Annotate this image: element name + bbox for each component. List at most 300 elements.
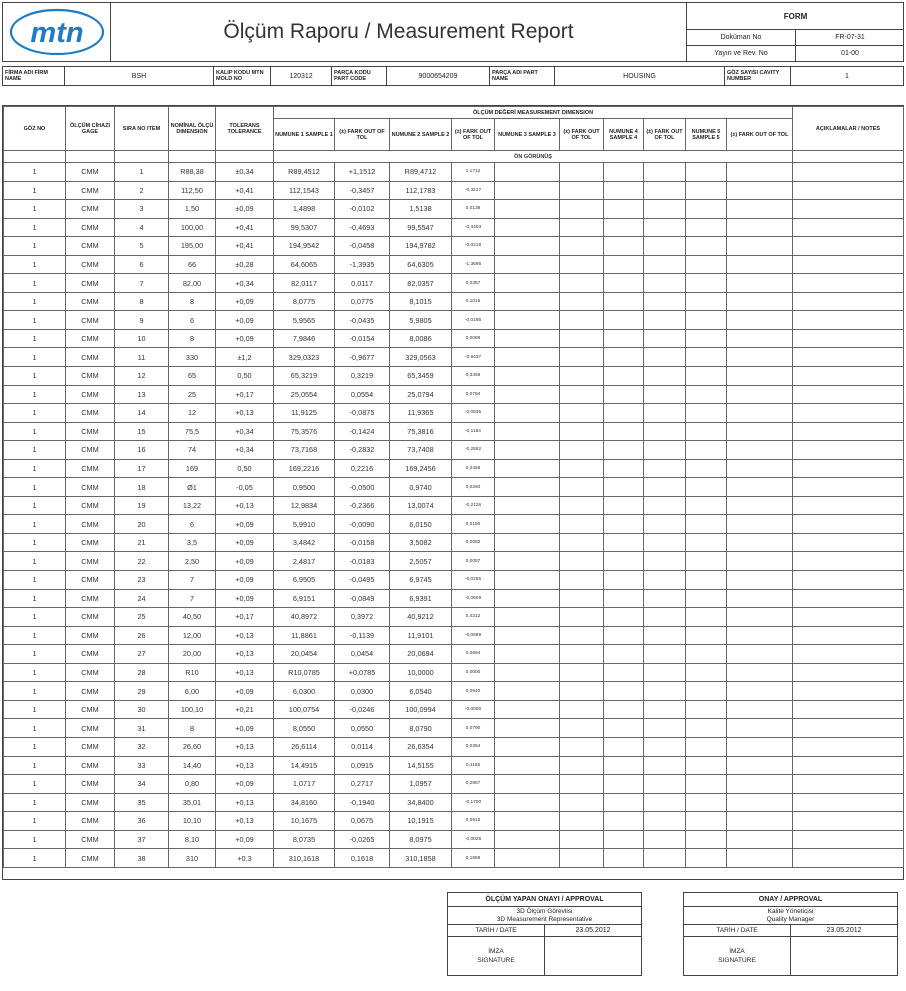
cell-tolerance: ±0,34	[216, 163, 274, 182]
cell-empty	[495, 459, 560, 478]
cell-item: 23	[115, 571, 169, 590]
cell-gauge: CMM	[66, 348, 115, 367]
cell-empty	[686, 719, 727, 738]
cell-gauge: CMM	[66, 737, 115, 756]
cell-goz-no: 1	[4, 404, 66, 423]
cell-empty	[644, 218, 686, 237]
cell-nominal: 6	[169, 515, 216, 534]
cell-sample-2: 6,0540	[390, 682, 452, 701]
cell-empty	[686, 181, 727, 200]
cell-sample-1: 6,0300	[274, 682, 335, 701]
cell-nominal: 66	[169, 255, 216, 274]
cell-gauge: CMM	[66, 255, 115, 274]
cell-nominal: 2,50	[169, 552, 216, 571]
table-row	[4, 849, 904, 868]
cell-empty	[644, 849, 686, 868]
cell-diff-2: 0,0354	[452, 737, 495, 756]
cell-gauge: CMM	[66, 496, 115, 515]
cell-sample-1: 194,9542	[274, 237, 335, 256]
cell-sample-2: 65,3459	[390, 367, 452, 386]
cell-empty	[686, 756, 727, 775]
cell-empty	[727, 608, 793, 627]
cell-empty	[560, 218, 604, 237]
cell-empty	[495, 496, 560, 515]
cell-empty	[686, 311, 727, 330]
cell-gauge: CMM	[66, 311, 115, 330]
cell-empty	[644, 404, 686, 423]
cell-empty	[495, 367, 560, 386]
cell-sample-2: 194,9782	[390, 237, 452, 256]
cell-empty	[727, 830, 793, 849]
cell-empty	[686, 404, 727, 423]
cell-sample-2: 99,5547	[390, 218, 452, 237]
cell-diff-2: -0,4453	[452, 218, 495, 237]
approval-right-sign-en: SIGNATURE	[718, 957, 756, 964]
cell-goz-no: 1	[4, 274, 66, 293]
cell-nominal: 8	[169, 719, 216, 738]
cell-tolerance: +0,09	[216, 552, 274, 571]
cell-item: 18	[115, 478, 169, 497]
cell-diff-2: -0,3217	[452, 181, 495, 200]
cell-nominal: 82,00	[169, 274, 216, 293]
cell-tolerance: +0,13	[216, 793, 274, 812]
cell-goz-no: 1	[4, 849, 66, 868]
cell-notes	[793, 200, 904, 219]
cell-empty	[604, 552, 644, 571]
cell-sample-2: 75,3816	[390, 422, 452, 441]
cell-sample-2: 112,1783	[390, 181, 452, 200]
section-row	[4, 151, 904, 163]
cell-empty	[644, 274, 686, 293]
table-row	[4, 404, 904, 423]
cell-item: 13	[115, 385, 169, 404]
cell-empty	[727, 181, 793, 200]
firm-label: FİRMA ADI FİRM NAME	[3, 67, 65, 85]
cell-sample-1: 11,8861	[274, 626, 335, 645]
cell-empty	[644, 292, 686, 311]
cell-empty	[686, 367, 727, 386]
cell-empty	[560, 367, 604, 386]
cell-empty	[604, 645, 644, 664]
cell-empty	[604, 237, 644, 256]
cell-sample-1: 20,0454	[274, 645, 335, 664]
table-row	[4, 645, 904, 664]
cell-empty	[604, 292, 644, 311]
cell-gauge: CMM	[66, 478, 115, 497]
mtn-logo-icon	[8, 6, 106, 58]
cell-nominal: 8,10	[169, 830, 216, 849]
cell-goz-no: 1	[4, 812, 66, 831]
cell-notes	[793, 626, 904, 645]
cell-tolerance: ±0,09	[216, 200, 274, 219]
table-row	[4, 422, 904, 441]
cell-empty	[686, 329, 727, 348]
cell-sample-2: R89,4712	[390, 163, 452, 182]
cell-diff-1: -0,0875	[335, 404, 390, 423]
cell-sample-1: 5,9910	[274, 515, 335, 534]
cell-empty	[727, 737, 793, 756]
cell-sample-2: 25,0794	[390, 385, 452, 404]
col-gauge: ÖLÇÜM CİHAZI GAGE	[66, 107, 115, 151]
col-sample-4: NUMUNE 4 SAMPLE 4	[604, 119, 644, 151]
cell-diff-1: 0,3219	[335, 367, 390, 386]
cell-notes	[793, 385, 904, 404]
cell-empty	[604, 812, 644, 831]
cell-empty	[560, 385, 604, 404]
cell-empty	[560, 682, 604, 701]
cell-diff-1: 0,0114	[335, 737, 390, 756]
cell-sample-2: 73,7408	[390, 441, 452, 460]
col-diff-5: (±) FARK OUT OF TOL	[727, 119, 793, 151]
table-row	[4, 292, 904, 311]
cell-item: 26	[115, 626, 169, 645]
cell-gauge: CMM	[66, 385, 115, 404]
cell-sample-1: 12,9834	[274, 496, 335, 515]
cell-diff-2: 0,0260	[452, 478, 495, 497]
col-sample-3: NUMUNE 3 SAMPLE 3	[495, 119, 560, 151]
cell-diff-2: 1,1712	[452, 163, 495, 182]
cell-empty	[727, 441, 793, 460]
cell-sample-1: R89,4512	[274, 163, 335, 182]
cell-diff-2: 0,0082	[452, 533, 495, 552]
cell-notes	[793, 608, 904, 627]
part-info-row	[2, 66, 904, 86]
cell-diff-1: -0,9677	[335, 348, 390, 367]
cell-empty	[644, 441, 686, 460]
part-name-value: HOUSING	[555, 67, 725, 85]
cell-sample-2: 13,0074	[390, 496, 452, 515]
col-diff-4: (±) FARK OUT OF TOL	[644, 119, 686, 151]
cell-sample-1: 329,0323	[274, 348, 335, 367]
cell-empty	[686, 589, 727, 608]
cell-goz-no: 1	[4, 422, 66, 441]
cell-nominal: R10	[169, 663, 216, 682]
cell-sample-2: 329,0563	[390, 348, 452, 367]
cell-nominal: 6	[169, 311, 216, 330]
cell-diff-1: -0,4693	[335, 218, 390, 237]
cell-tolerance: +0.3	[216, 849, 274, 868]
cell-tolerance: +0,34	[216, 422, 274, 441]
report-header	[2, 2, 904, 62]
cell-empty	[560, 589, 604, 608]
cell-empty	[727, 775, 793, 794]
cell-gauge: CMM	[66, 237, 115, 256]
cell-empty	[727, 663, 793, 682]
table-row	[4, 385, 904, 404]
table-row	[4, 515, 904, 534]
approval-right	[683, 892, 898, 976]
cell-empty	[560, 441, 604, 460]
approval-left-signature-label	[448, 937, 545, 975]
cell-empty	[495, 719, 560, 738]
cell-diff-2: -0,0635	[452, 404, 495, 423]
cell-empty	[644, 608, 686, 627]
cell-notes	[793, 441, 904, 460]
cell-sample-2: 8,1015	[390, 292, 452, 311]
cell-sample-1: 6,9151	[274, 589, 335, 608]
cell-tolerance: +0,13	[216, 496, 274, 515]
cell-item: 22	[115, 552, 169, 571]
cell-goz-no: 1	[4, 775, 66, 794]
cell-gauge: CMM	[66, 459, 115, 478]
cell-notes	[793, 849, 904, 868]
cell-diff-1: -0,3457	[335, 181, 390, 200]
cell-item: 36	[115, 812, 169, 831]
cell-diff-1: -0,0435	[335, 311, 390, 330]
cell-gauge: CMM	[66, 163, 115, 182]
approval-left-signature-field[interactable]	[545, 937, 641, 975]
cell-empty	[727, 793, 793, 812]
table-row	[4, 812, 904, 831]
cell-empty	[727, 496, 793, 515]
cell-notes	[793, 218, 904, 237]
approval-left-date: 23.05.2012	[545, 925, 641, 937]
cell-sample-1: 26,6114	[274, 737, 335, 756]
cell-gauge: CMM	[66, 274, 115, 293]
approval-right-signature-field[interactable]	[791, 937, 897, 975]
cell-nominal: 20,00	[169, 645, 216, 664]
cell-nominal: 6,00	[169, 682, 216, 701]
cell-tolerance: +0,09	[216, 311, 274, 330]
cavity-value: 1	[845, 72, 849, 80]
cell-notes	[793, 663, 904, 682]
cell-diff-2: 0,0150	[452, 515, 495, 534]
cell-empty	[727, 311, 793, 330]
cell-empty	[644, 830, 686, 849]
cell-sample-2: 10,0000	[390, 663, 452, 682]
cell-empty	[560, 533, 604, 552]
cell-empty	[560, 515, 604, 534]
cell-goz-no: 1	[4, 793, 66, 812]
cell-empty	[644, 589, 686, 608]
cell-gauge: CMM	[66, 700, 115, 719]
table-row	[4, 496, 904, 515]
cell-empty	[686, 348, 727, 367]
cell-tolerance: +0,09	[216, 571, 274, 590]
cell-tolerance: +0,13	[216, 737, 274, 756]
cell-empty	[644, 348, 686, 367]
cell-tolerance: +0,09	[216, 329, 274, 348]
cell-diff-2: -0,2592	[452, 441, 495, 460]
col-goz-no: GÖZ NO	[4, 107, 66, 151]
cell-item: 14	[115, 404, 169, 423]
cell-empty	[560, 274, 604, 293]
cell-empty	[604, 626, 644, 645]
cell-notes	[793, 571, 904, 590]
part-name-label: PARÇA ADI PART NAME	[490, 67, 555, 85]
cell-sample-1: 25,0554	[274, 385, 335, 404]
cell-diff-2: -0,0609	[452, 589, 495, 608]
cell-diff-1: -0,0158	[335, 533, 390, 552]
cell-empty	[644, 775, 686, 794]
cell-empty	[644, 181, 686, 200]
cell-item: 28	[115, 663, 169, 682]
cell-gauge: CMM	[66, 181, 115, 200]
cell-sample-1: 6,9505	[274, 571, 335, 590]
cell-notes	[793, 589, 904, 608]
cell-gauge: CMM	[66, 830, 115, 849]
table-row	[4, 663, 904, 682]
cell-diff-2: 0,3459	[452, 367, 495, 386]
cell-nominal: 8	[169, 329, 216, 348]
cell-diff-2: 0,0540	[452, 682, 495, 701]
cell-empty	[560, 775, 604, 794]
cell-nominal: 0,80	[169, 775, 216, 794]
cell-sample-1: 169,2216	[274, 459, 335, 478]
cell-notes	[793, 793, 904, 812]
cell-sample-1: 8,0550	[274, 719, 335, 738]
cell-empty	[604, 849, 644, 868]
cell-nominal: 25	[169, 385, 216, 404]
cell-goz-no: 1	[4, 367, 66, 386]
cell-diff-1: -0,1139	[335, 626, 390, 645]
cell-notes	[793, 830, 904, 849]
cell-empty	[727, 329, 793, 348]
col-sample-5: NUMUNE 5 SAMPLE 5	[686, 119, 727, 151]
cell-empty	[644, 496, 686, 515]
cell-item: 5	[115, 237, 169, 256]
cell-item: 31	[115, 719, 169, 738]
cell-empty	[686, 218, 727, 237]
cell-empty	[686, 478, 727, 497]
cell-sample-2: 6,9745	[390, 571, 452, 590]
cell-empty	[495, 793, 560, 812]
cell-empty	[560, 478, 604, 497]
cell-diff-2: -0,2126	[452, 496, 495, 515]
cell-gauge: CMM	[66, 626, 115, 645]
cell-empty	[560, 552, 604, 571]
cell-sample-1: 1,0717	[274, 775, 335, 794]
cell-tolerance: +0,09	[216, 292, 274, 311]
cell-sample-1: 73,7168	[274, 441, 335, 460]
cell-gauge: CMM	[66, 515, 115, 534]
cavity-label: GÖZ SAYISI CAVITY NUMBER	[725, 67, 791, 85]
cell-empty	[560, 849, 604, 868]
cell-notes	[793, 292, 904, 311]
cell-nominal: 14,40	[169, 756, 216, 775]
cell-gauge: CMM	[66, 812, 115, 831]
cell-notes	[793, 645, 904, 664]
cell-gauge: CMM	[66, 552, 115, 571]
cell-empty	[604, 348, 644, 367]
cell-empty	[560, 496, 604, 515]
cell-sample-2: 6,9391	[390, 589, 452, 608]
col-tolerance: TOLERANS TOLERANCE	[216, 107, 274, 151]
cell-empty	[560, 830, 604, 849]
cell-empty	[727, 700, 793, 719]
cell-notes	[793, 719, 904, 738]
col-item: SIRA NO ITEM	[115, 107, 169, 151]
cell-goz-no: 1	[4, 830, 66, 849]
cell-diff-1: -0,0500	[335, 478, 390, 497]
cell-tolerance: +0,34	[216, 274, 274, 293]
cell-empty	[495, 812, 560, 831]
cell-tolerance: +0,41	[216, 181, 274, 200]
cell-tolerance: +0,17	[216, 608, 274, 627]
cell-empty	[727, 459, 793, 478]
cell-notes	[793, 311, 904, 330]
cell-diff-1: 0,0775	[335, 292, 390, 311]
cell-nominal: 7	[169, 571, 216, 590]
measurement-table-frame	[2, 105, 904, 880]
cell-goz-no: 1	[4, 237, 66, 256]
cell-empty	[604, 496, 644, 515]
cell-empty	[644, 329, 686, 348]
table-row	[4, 274, 904, 293]
cell-empty	[727, 163, 793, 182]
cell-empty	[686, 533, 727, 552]
col-diff-2: (±) FARK OUT OF TOL	[452, 119, 495, 151]
cell-notes	[793, 515, 904, 534]
cell-diff-1: -0,0495	[335, 571, 390, 590]
cell-tolerance: +0,13	[216, 404, 274, 423]
cell-goz-no: 1	[4, 571, 66, 590]
cell-sample-2: 310,1858	[390, 849, 452, 868]
cell-empty	[686, 385, 727, 404]
cell-nominal: 7	[169, 589, 216, 608]
cell-diff-2: 0,0915	[452, 812, 495, 831]
cell-sample-1: 310,1618	[274, 849, 335, 868]
cell-nominal: 12	[169, 404, 216, 423]
cell-empty	[495, 237, 560, 256]
cell-nominal: 169	[169, 459, 216, 478]
cell-diff-2: 0,0694	[452, 645, 495, 664]
cell-empty	[495, 849, 560, 868]
cell-empty	[604, 515, 644, 534]
cell-empty	[727, 218, 793, 237]
cell-sample-1: R10,0785	[274, 663, 335, 682]
cell-empty	[727, 552, 793, 571]
cell-goz-no: 1	[4, 163, 66, 182]
cell-empty	[686, 571, 727, 590]
cell-sample-2: 8,0975	[390, 830, 452, 849]
cell-goz-no: 1	[4, 218, 66, 237]
section-label: ÖN GÖRÜNÜŞ	[274, 151, 793, 163]
cell-tolerance: +0,13	[216, 626, 274, 645]
cell-empty	[495, 422, 560, 441]
cell-empty	[686, 812, 727, 831]
cell-goz-no: 1	[4, 719, 66, 738]
cell-empty	[495, 181, 560, 200]
cell-diff-1: +0,0785	[335, 663, 390, 682]
cell-notes	[793, 756, 904, 775]
cell-gauge: CMM	[66, 367, 115, 386]
cell-empty	[604, 682, 644, 701]
cell-diff-2: -0,9437	[452, 348, 495, 367]
form-info-box	[686, 3, 903, 61]
cell-diff-2: 0,1858	[452, 849, 495, 868]
cell-item: 2	[115, 181, 169, 200]
cell-tolerance: +0,13	[216, 663, 274, 682]
cell-goz-no: 1	[4, 608, 66, 627]
cell-tolerance: +0,13	[216, 756, 274, 775]
cell-sample-2: 40,9212	[390, 608, 452, 627]
cell-empty	[727, 348, 793, 367]
cell-empty	[604, 589, 644, 608]
cell-nominal: 330	[169, 348, 216, 367]
cell-diff-1: 0,0675	[335, 812, 390, 831]
cell-empty	[495, 329, 560, 348]
cell-empty	[560, 348, 604, 367]
cell-notes	[793, 367, 904, 386]
table-row	[4, 700, 904, 719]
cell-goz-no: 1	[4, 200, 66, 219]
cell-item: 6	[115, 255, 169, 274]
cell-goz-no: 1	[4, 348, 66, 367]
approval-right-role-tr: Kalite Yöneticisi	[767, 907, 814, 915]
cell-notes	[793, 181, 904, 200]
cell-item: 9	[115, 311, 169, 330]
